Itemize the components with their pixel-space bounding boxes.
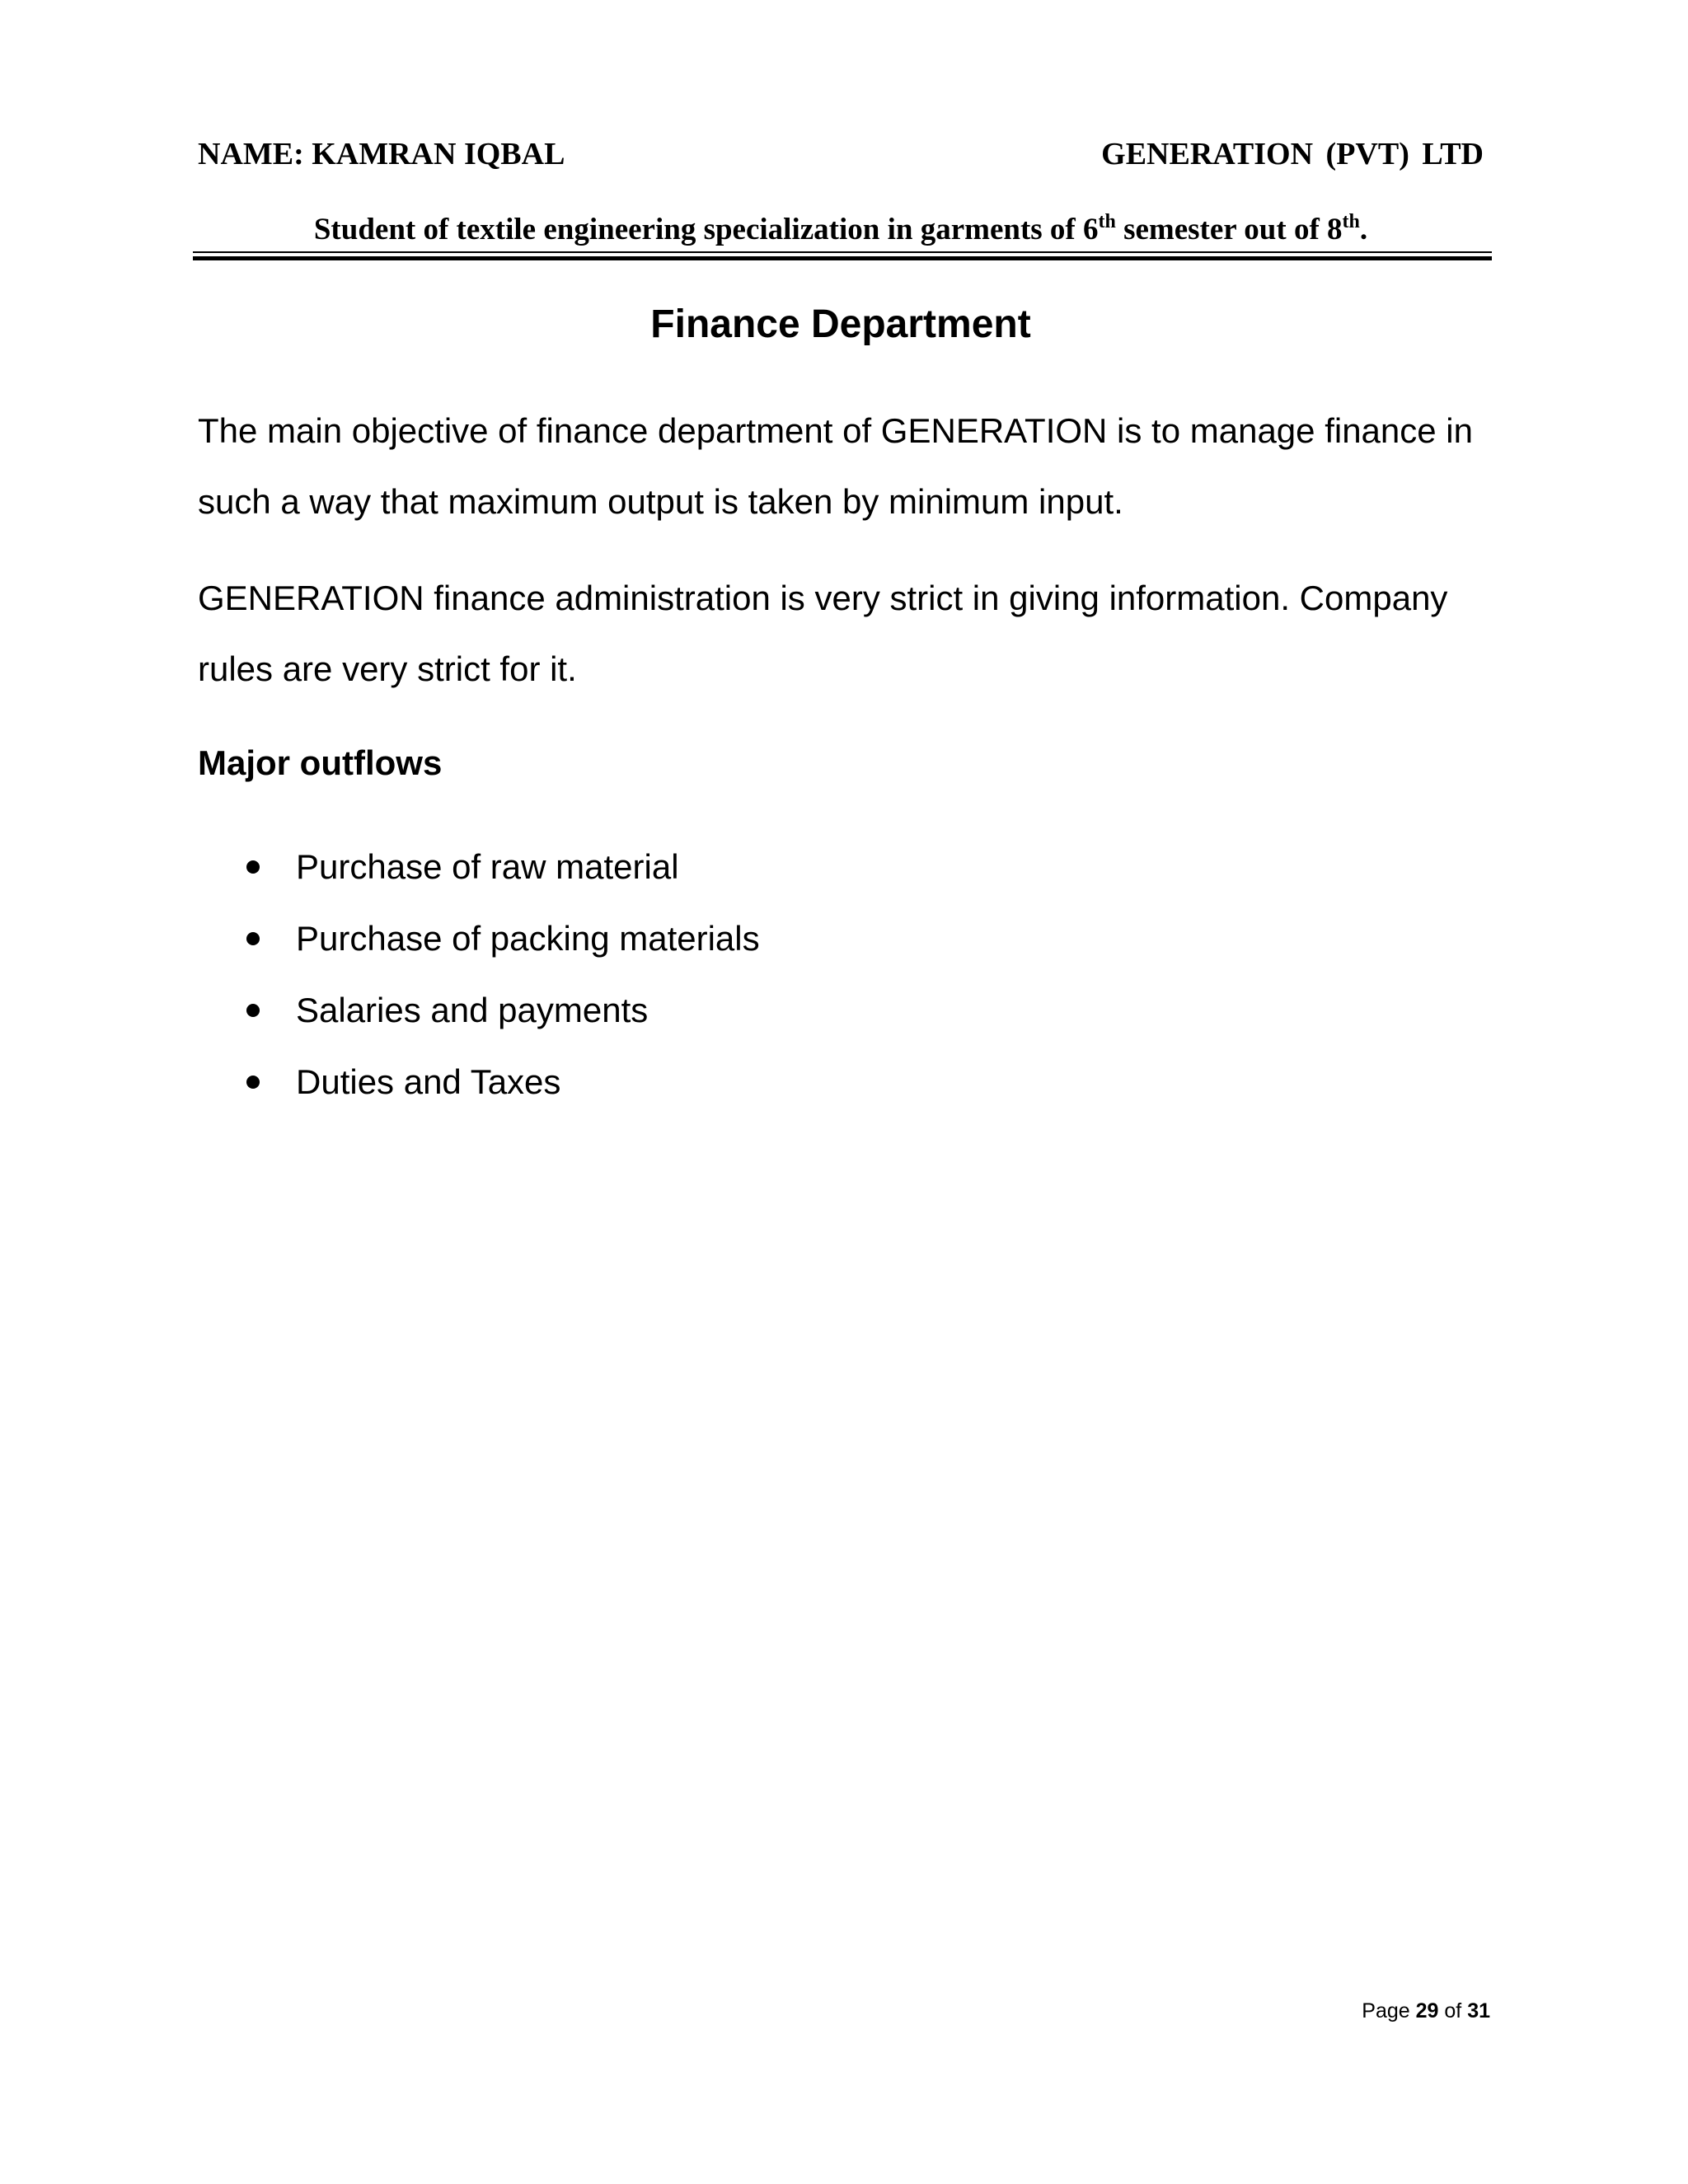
page-header: [198, 134, 1484, 175]
footer-of-label: of: [1444, 1999, 1462, 2022]
subtitle-superscript-2: th: [1342, 211, 1360, 232]
bullet-icon: [246, 932, 260, 945]
list-item-label: Purchase of raw material: [296, 847, 679, 886]
subtitle-superscript-1: th: [1098, 211, 1116, 232]
bullet-icon: [246, 1076, 260, 1089]
footer-total-pages: 31: [1467, 1999, 1490, 2022]
page-number-footer: [1362, 1998, 1490, 2024]
header-divider-thick: [193, 256, 1492, 260]
bullet-icon: [246, 860, 260, 874]
page-title: Finance Department: [650, 302, 1031, 346]
section-heading-major-outflows: Major outflows: [198, 743, 443, 782]
header-divider-thin: [193, 251, 1492, 253]
subtitle-text-2: semester out of 8: [1115, 213, 1343, 246]
list-item-label: Duties and Taxes: [296, 1062, 561, 1101]
paragraph-objective: The main objective of finance department of GENERATION is to manage finance in such a way that maximum output is taken by minimum input.: [198, 411, 1473, 521]
outflow-list: [198, 831, 760, 1118]
author-name: NAME: KAMRAN IQBAL: [198, 137, 565, 171]
header-subtitle: [198, 209, 1484, 251]
footer-page-label: Page: [1362, 1999, 1410, 2022]
paragraph-administration: GENERATION finance administration is very strict in giving information. Company rules are very strict for it.: [198, 579, 1448, 688]
bullet-icon: [246, 1004, 260, 1017]
subtitle-text-1: Student of textile engineering specialization in garments of 6: [313, 213, 1099, 246]
company-name: GENERATION (PVT) LTD: [1101, 137, 1484, 171]
subtitle-text-3: .: [1359, 213, 1368, 246]
list-item-label: Purchase of packing materials: [296, 919, 760, 958]
list-item: [198, 831, 760, 902]
list-item-label: Salaries and payments: [296, 991, 649, 1029]
list-item: [198, 902, 760, 974]
list-item: [198, 974, 760, 1046]
footer-current-page: 29: [1415, 1999, 1439, 2022]
list-item: [198, 1046, 760, 1118]
